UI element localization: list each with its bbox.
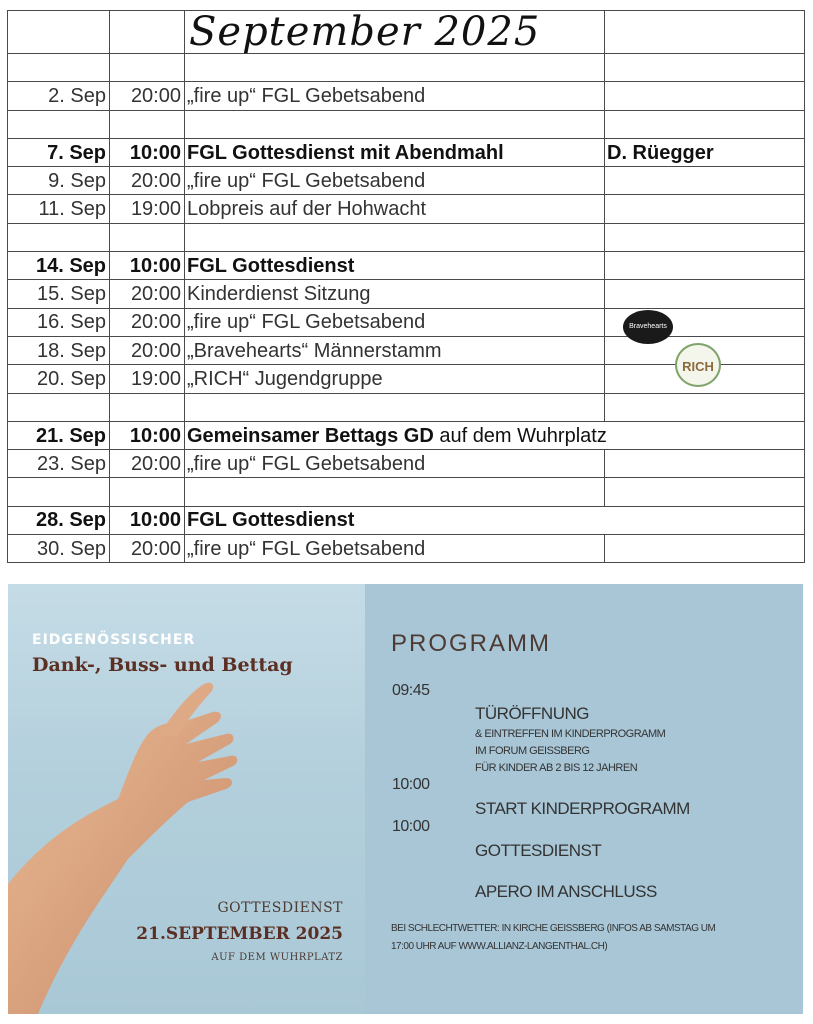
- person-cell: [605, 450, 805, 478]
- empty-cell: [110, 110, 185, 138]
- empty-cell: [185, 110, 605, 138]
- event-cell: „RICH“ Jugendgruppe: [185, 365, 605, 393]
- schedule-row: [8, 506, 805, 534]
- empty-cell: [110, 54, 185, 82]
- program-detail: FÜR KINDER AB 2 BIS 12 JAHREN: [475, 762, 638, 774]
- schedule-row: [8, 308, 805, 336]
- program-title: PROGRAMM: [391, 630, 551, 657]
- event-cell: [185, 421, 805, 449]
- empty-cell: [605, 110, 805, 138]
- person-cell: [605, 280, 805, 308]
- date-cell: 2. Sep: [8, 82, 110, 110]
- empty-cell: [8, 223, 110, 251]
- time-cell: 20:00: [110, 308, 185, 336]
- schedule-row: [8, 167, 805, 195]
- schedule-row: [8, 252, 805, 280]
- time-cell: 20:00: [110, 82, 185, 110]
- empty-cell: [8, 110, 110, 138]
- schedule-table: [7, 10, 805, 563]
- date-cell: 18. Sep: [8, 336, 110, 364]
- time-cell: 10:00: [110, 506, 185, 534]
- program-panel: [365, 584, 803, 1014]
- rich-logo: RICH: [675, 343, 721, 387]
- date-cell: 16. Sep: [8, 308, 110, 336]
- empty-cell: [185, 223, 605, 251]
- date-cell: 7. Sep: [8, 138, 110, 166]
- bad-weather-note: [391, 920, 801, 956]
- event-suffix: auf dem Wuhrplatz: [439, 424, 607, 447]
- person-cell: [605, 535, 805, 563]
- empty-cell: [605, 54, 805, 82]
- date-cell: 28. Sep: [8, 506, 110, 534]
- event-title: Gemeinsamer Bettags GD: [187, 424, 434, 447]
- program-label: TÜRÖFFNUNG: [475, 704, 589, 723]
- service-label: GOTTESDIENST: [217, 900, 343, 916]
- person-cell: [605, 195, 805, 223]
- empty-cell: [185, 478, 605, 506]
- month-title: September 2025: [189, 9, 541, 55]
- empty-cell: [605, 478, 805, 506]
- event-cell: FGL Gottesdienst mit Abendmahl: [185, 138, 605, 166]
- bravehearts-logo: Bravehearts: [623, 310, 673, 344]
- event-cell: [185, 506, 805, 534]
- person-cell: [605, 252, 805, 280]
- empty-cell: [185, 393, 605, 421]
- date-cell: 21. Sep: [8, 421, 110, 449]
- event-title: FGL Gottesdienst: [187, 509, 355, 532]
- time-cell: 20:00: [110, 167, 185, 195]
- event-cell: „fire up“ FGL Gebetsabend: [185, 308, 605, 336]
- flyer-image-panel: [8, 584, 365, 1014]
- bad-weather-line: BEI SCHLECHTWETTER: IN KIRCHE GEISSBERG (INFOS AB SAMSTAG UM: [391, 923, 716, 934]
- program-label: START KINDERPROGRAMM: [475, 799, 690, 818]
- program-detail: IM FORUM GEISSBERG: [475, 745, 590, 757]
- bad-weather-line: 17:00 UHR AUF WWW.ALLIANZ-LANGENTHAL.CH): [391, 941, 608, 952]
- empty-cell: [8, 54, 110, 82]
- empty-cell: [110, 393, 185, 421]
- event-cell: „fire up“ FGL Gebetsabend: [185, 535, 605, 563]
- event-cell: „Bravehearts“ Männerstamm: [185, 336, 605, 364]
- empty-cell: [605, 393, 805, 421]
- program-time: 10:00: [392, 818, 430, 835]
- date-cell: 11. Sep: [8, 195, 110, 223]
- spacer-row: [8, 478, 805, 506]
- service-date: 21.SEPTEMBER 2025: [136, 924, 343, 944]
- program-detail: & EINTREFFEN IM KINDERPROGRAMM: [475, 728, 666, 740]
- schedule-row: [8, 138, 805, 166]
- date-cell: 23. Sep: [8, 450, 110, 478]
- program-label: APERO IM ANSCHLUSS: [475, 882, 657, 901]
- empty-cell: [110, 223, 185, 251]
- spacer-row: [8, 393, 805, 421]
- date-cell: 9. Sep: [8, 167, 110, 195]
- bettag-flyer: [8, 584, 803, 1014]
- event-cell: „fire up“ FGL Gebetsabend: [185, 82, 605, 110]
- time-cell: 20:00: [110, 535, 185, 563]
- flyer-eyebrow: EIDGENÖSSISCHER: [32, 632, 196, 648]
- event-cell: Kinderdienst Sitzung: [185, 280, 605, 308]
- program-time: 10:00: [392, 776, 430, 793]
- time-cell: 10:00: [110, 252, 185, 280]
- time-cell: 20:00: [110, 450, 185, 478]
- program-time: 09:45: [392, 682, 430, 699]
- event-cell: „fire up“ FGL Gebetsabend: [185, 167, 605, 195]
- event-cell: FGL Gottesdienst: [185, 252, 605, 280]
- time-cell: 20:00: [110, 280, 185, 308]
- date-cell: 15. Sep: [8, 280, 110, 308]
- reaching-hand-illustration: [8, 584, 365, 1014]
- schedule-row: [8, 280, 805, 308]
- time-cell: 10:00: [110, 421, 185, 449]
- date-cell: 14. Sep: [8, 252, 110, 280]
- service-place: AUF DEM WUHRPLATZ: [211, 952, 343, 963]
- september-schedule: [7, 10, 804, 566]
- empty-cell: [185, 54, 605, 82]
- empty-cell: [8, 478, 110, 506]
- spacer-row: [8, 110, 805, 138]
- schedule-row: [8, 421, 805, 449]
- schedule-row: [8, 535, 805, 563]
- program-label: GOTTESDIENST: [475, 841, 602, 860]
- empty-cell: [110, 478, 185, 506]
- schedule-row: [8, 82, 805, 110]
- flyer-heading: Dank-, Buss- und Bettag: [32, 654, 293, 676]
- person-cell: D. Rüegger: [605, 138, 805, 166]
- event-cell: Lobpreis auf der Hohwacht: [185, 195, 605, 223]
- person-cell: [605, 167, 805, 195]
- time-cell: 20:00: [110, 336, 185, 364]
- person-cell: [605, 82, 805, 110]
- spacer-row: [8, 223, 805, 251]
- schedule-row: [8, 195, 805, 223]
- time-cell: 10:00: [110, 138, 185, 166]
- spacer-row: [8, 54, 805, 82]
- time-cell: 19:00: [110, 365, 185, 393]
- event-cell: „fire up“ FGL Gebetsabend: [185, 450, 605, 478]
- title-row: [8, 11, 805, 54]
- date-cell: 30. Sep: [8, 535, 110, 563]
- time-cell: 19:00: [110, 195, 185, 223]
- empty-cell: [605, 223, 805, 251]
- empty-cell: [8, 393, 110, 421]
- date-cell: 20. Sep: [8, 365, 110, 393]
- schedule-row: [8, 450, 805, 478]
